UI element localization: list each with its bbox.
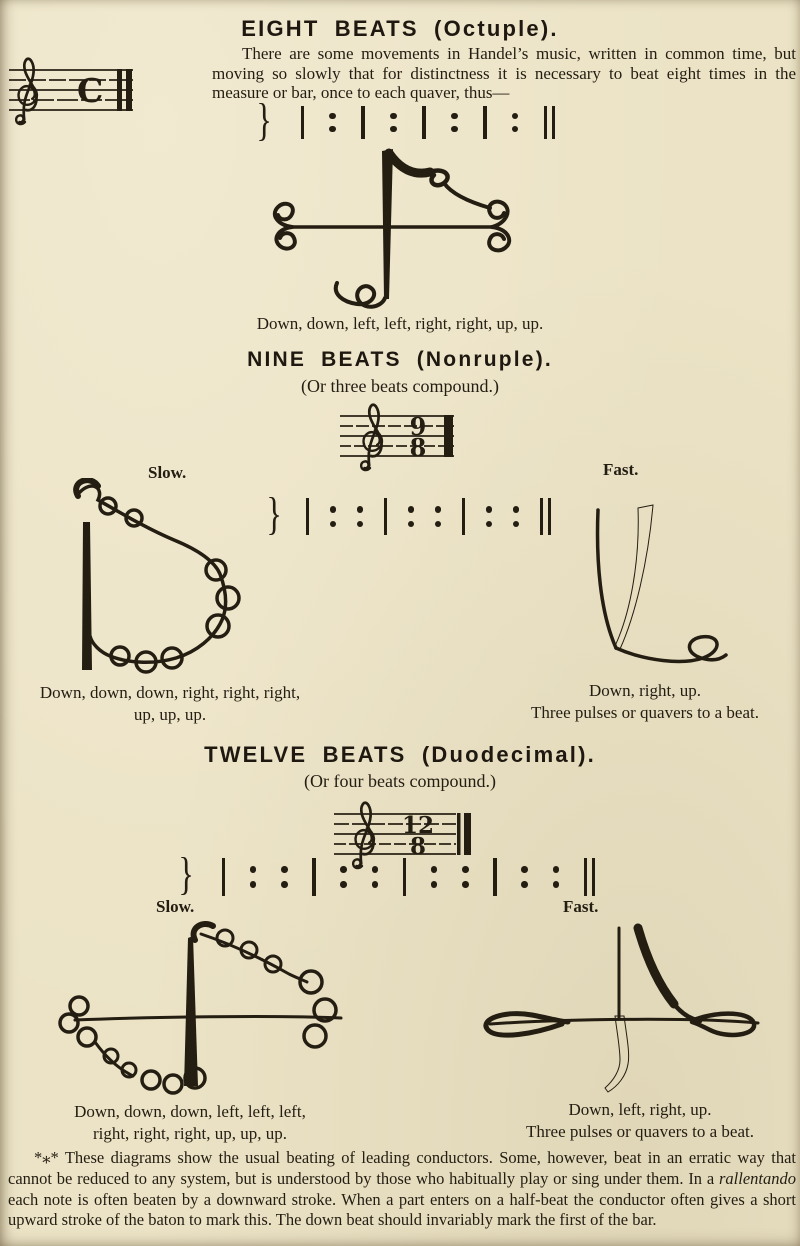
brace-glyph: }	[178, 848, 194, 900]
nine-fast-caption	[495, 680, 795, 724]
twelve-beats-subheading: (Or four beats compound.)	[304, 771, 496, 791]
colon-glyph	[372, 858, 379, 896]
colon-glyph	[521, 858, 528, 896]
treble-clef-icon	[361, 405, 382, 470]
twelve-beats-rhythm-line	[175, 848, 595, 900]
nine-slow-caption	[10, 682, 330, 726]
double-barline-glyph	[540, 498, 551, 535]
final-barline	[464, 813, 471, 855]
nine-eight-staff	[334, 392, 464, 478]
colon-glyph	[330, 498, 337, 535]
bar-glyph	[301, 106, 305, 139]
nine-fast-label: Fast.	[603, 460, 639, 479]
colon-glyph	[340, 858, 347, 896]
nine-beats-rhythm-line	[263, 487, 551, 539]
bar-glyph	[361, 106, 365, 139]
bar-glyph	[493, 858, 497, 896]
bar-glyph	[403, 858, 407, 896]
bar-glyph	[312, 858, 316, 896]
brace-glyph: }	[256, 93, 272, 145]
colon-glyph	[451, 106, 458, 139]
footnote-text-2: each note is often beaten by a downward stroke. When a part enters on a half-beat the conductor often gives a short upward stroke of the baton to mark this. The down beat should invariably mark the first of the bar.	[8, 1189, 796, 1230]
twelve-slow-label: Slow.	[156, 897, 195, 916]
time-signature-lower: 8	[409, 833, 427, 860]
final-barline	[444, 415, 453, 457]
colon-glyph	[390, 106, 397, 139]
colon-glyph	[408, 498, 415, 535]
eight-beat-conducting-pattern	[252, 141, 556, 311]
colon-glyph	[512, 106, 519, 139]
asterism-mark: *⁎*	[34, 1148, 59, 1167]
eight-beats-rhythm-line	[253, 93, 555, 145]
colon-glyph	[281, 858, 288, 896]
colon-glyph	[357, 498, 364, 535]
twelve-beat-slow-conducting-pattern	[45, 920, 367, 1106]
twelve-beats-heading: TWELVE BEATS (Duodecimal).	[204, 742, 596, 767]
colon-glyph	[431, 858, 438, 896]
twelve-slow-caption	[30, 1101, 350, 1145]
eight-beats-paragraph: There are some movements in Handel’s music, written in common time, but moving so slowly that for distinctness it is necessary to beat eight times in the measure or bar, once to each quaver, thus—	[212, 44, 796, 103]
footnote-text-1: These diagrams show the usual beating of leading conductors. Some, however, beat in an erratic way that cannot be reduced to any system, but is understood by those who habitually play or sing under them. In a	[8, 1148, 796, 1188]
twelve-beat-fast-conducting-pattern	[462, 920, 794, 1100]
footnote-italic-term: rallentando	[719, 1168, 796, 1188]
nine-beats-heading: NINE BEATS (Nonruple).	[247, 348, 553, 371]
time-signature-lower: 8	[409, 433, 427, 462]
colon-glyph	[329, 106, 336, 139]
nine-beat-slow-conducting-pattern	[46, 478, 264, 684]
barline	[457, 813, 461, 855]
common-time-staff	[5, 48, 139, 130]
colon-glyph	[462, 858, 469, 896]
twelve-fast-caption	[490, 1099, 790, 1143]
caption-line: right, right, right, up, up, up.	[92, 1124, 288, 1143]
caption-line: up, up, up.	[133, 705, 207, 724]
colon-glyph	[435, 498, 442, 535]
twelve-fast-label: Fast.	[563, 897, 599, 916]
caption-line: Down, down, down, right, right, right,	[39, 683, 301, 702]
footnote	[8, 1148, 796, 1231]
bar-glyph	[483, 106, 487, 139]
common-time-symbol: C	[77, 71, 104, 110]
double-barline-glyph	[584, 858, 595, 896]
caption-line: Three pulses or quavers to a beat.	[531, 703, 759, 722]
brace-glyph: }	[266, 487, 282, 539]
colon-glyph	[513, 498, 520, 535]
barline	[117, 69, 122, 111]
time-signature-upper: 12	[401, 812, 435, 839]
nine-beat-fast-conducting-pattern	[585, 502, 731, 668]
caption-line: Down, down, down, left, left, left,	[74, 1102, 306, 1121]
bar-glyph	[462, 498, 466, 535]
bar-glyph	[422, 106, 426, 139]
nine-beats-subheading: (Or three beats compound.)	[301, 376, 499, 396]
colon-glyph	[250, 858, 257, 896]
bar-glyph	[384, 498, 388, 535]
double-barline-glyph	[544, 106, 555, 139]
colon-glyph	[486, 498, 493, 535]
caption-line: Down, right, up.	[589, 681, 701, 700]
caption-line: Down, left, right, up.	[568, 1100, 712, 1119]
caption-line: Three pulses or quavers to a beat.	[526, 1122, 754, 1141]
bar-glyph	[306, 498, 310, 535]
colon-glyph	[553, 858, 560, 896]
nine-slow-label: Slow.	[148, 463, 187, 482]
eight-beats-heading: EIGHT BEATS (Octuple).	[241, 16, 559, 41]
bar-glyph	[222, 858, 226, 896]
treble-clef-icon	[16, 59, 37, 124]
final-barline	[126, 69, 132, 111]
time-signature-upper: 9	[409, 412, 427, 441]
eight-beats-caption: Down, down, left, left, right, right, up, up.	[256, 314, 544, 333]
